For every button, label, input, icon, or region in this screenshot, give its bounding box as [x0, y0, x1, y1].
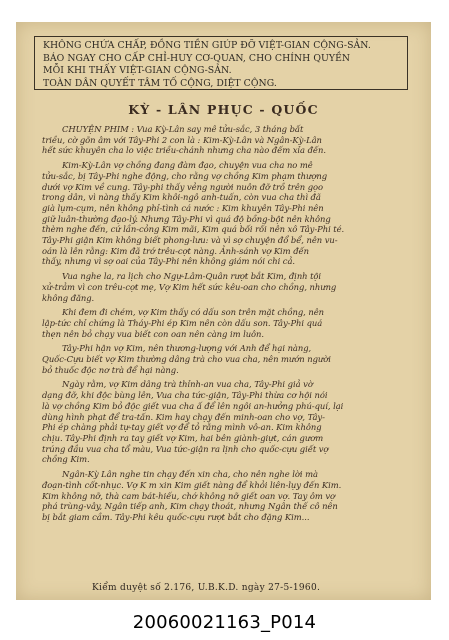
notice-line: BÁO NGAY CHO CẤP CHỈ-HUY CƠ-QUAN, CHO CHÍNH QUYỀN: [43, 52, 351, 64]
story-line: già lụm-cụm, nên không phỉ-tình cá nước : Kim khuyên Tây-Phi nên: [42, 202, 324, 213]
story-line: hết sức khuyên cha lo việc triều-chánh nhưng cha nào đếm xỉa đến.: [42, 145, 326, 156]
story-line: Phi ép chàng phải tự-tay giết vợ để tỏ rằng mình vô-an. Kim không: [42, 422, 322, 433]
story-line: Tây-Phi giận Kim không biết phong-lưu: và vì sợ chuyện đổ bể, nên vu-: [42, 235, 338, 246]
page-title: KỲ - LÂN PHỤC - QUỐC: [128, 102, 319, 117]
story-line: thẹn nên bỏ chạy vua biết con oan nên càng im luôn.: [42, 328, 265, 339]
story-line: CHUYỆN PHIM : Vua Kỳ-Lân say mê tửu-sắc, 3 tháng bất: [62, 124, 304, 134]
leaflet-page: [16, 22, 431, 600]
story-line: phá trùng-vây, Ngân tiếp anh, Kim chạy thoát, nhưng Ngân thế cô nên: [42, 501, 338, 512]
story-text: [42, 124, 412, 523]
story-line: Quốc-Cựu biết vợ Kim thường dâng trà cho vua cha, nên mướn người: [42, 354, 331, 365]
archive-caption: 20060021163_P014: [132, 612, 317, 633]
story-line: đoạn-tình cốt-nhục. Vợ K m xin Kim giết nàng để khỏi liên-lụy đến Kim.: [42, 479, 342, 490]
story-line: là vợ chồng Kim bỏ độc giết vua cha ấ để lên ngôi an-hưởng phú-quí, lại: [42, 400, 344, 411]
story-line: triều, cờ gõn âm với Tây-Phi 2 con là : Kim-Kỳ-Lân và Ngân-Kỳ-Lân: [42, 134, 322, 145]
story-line: Kim không nỡ, thà cam bát-hiếu, chớ không nỡ giết oan vợ. Tay ôm vợ: [42, 490, 336, 501]
story-line: xử-trảm vì con trêu-cợt mẹ, Vợ Kim hết sức kêu-oan cho chồng, nhưng: [42, 281, 337, 292]
censorship-footer: Kiểm duyệt số 2.176, U.B.K.D. ngày 27-5-1960.: [92, 583, 321, 593]
story-line: bị bắt giam cầm. Tây-Phi kêu quốc-cựu rượt bắt cho đặng Kim...: [42, 511, 310, 522]
story-line: dạng đỡ, khi độc bùng lên, Vua cha tức-giận, Tây-Phi thừa cơ hội nói: [42, 390, 328, 401]
notice-line: MỖI KHI THẤY VIỆT-GIAN CỘNG-SẢN.: [43, 65, 232, 77]
story-line: chồng Kim.: [42, 454, 90, 465]
story-line: Ngân-Kỳ Lân nghe tin chạy đến xin cha, cho nên nghe lời mà: [62, 469, 318, 480]
story-line: lập-tức chỉ chứng là Tháy-Phi ép Kim nên còn dấu son. Tây-Phi quá: [42, 317, 323, 328]
story-line: Khi đem đi chém, vợ Kim thấy có dấu son trên mặt chồng, nên: [62, 307, 324, 318]
story-line: chịu. Tây-Phi định ra tay giết vợ Kim, hai bên giành-giựt, cán gươm: [42, 432, 324, 443]
story-line: Kim-Kỳ-Lân vợ chồng đang đàm đạo, chuyện vua cha no mê: [62, 160, 313, 171]
story-line: Ngày rằm, vợ Kim dâng trà thỉnh-an vua cha, Tây-Phi giả vờ: [62, 379, 313, 390]
story-line: không đăng.: [42, 292, 95, 303]
story-line: thấy, nhưng vì sợ oai của Tây-Phi nên không giám nói chi cả.: [42, 256, 295, 267]
notice-box: [34, 36, 408, 90]
notice-line: KHÔNG CHỨA CHẤP, ĐỒNG TIỀN GIÚP ĐỠ VIỆT-GIAN CỘNG-SẢN.: [43, 40, 371, 51]
story-line: oán là lên rằng: Kim đã trớ trêu-cợt nàng. Ảnh-sánh vợ Kim đến: [42, 245, 309, 256]
story-line: bỏ thuốc độc nơ trà để hại nàng.: [42, 364, 179, 375]
story-line: trong dân, vì nàng thấy Kim khôi-ngô anh-tuấn, còn vua cha thì đã: [42, 192, 321, 203]
story-line: thèm nghe đến, cứ lần-cỏng Kim mãi, Kim quá bối rối nên xô Tây-Phi té.: [42, 224, 345, 235]
story-line: trúng đầu vua cha tổ màu, Vua tức-giận ra lịnh cho quốc-cựu giết vợ: [42, 443, 329, 454]
story-line: Tây-Phi hận vợ Kim, nên thương-lượng với Anh để hại nàng,: [62, 343, 312, 354]
story-line: Vua nghe la, ra lịch cho Ngự-Lâm-Quân rượt bắt Kim, định tội: [62, 271, 322, 282]
notice-line: TOÀN DÂN QUYẾT TÂM TỐ CỘNG, DIỆT CỘNG.: [43, 77, 277, 89]
story-line: tửu-sắc, bị Tây-Phi nghe động, cho rằng vợ chồng Kim phạm thượng: [42, 170, 328, 181]
story-line: dưới vợ Kim về cung. Tây-phi thấy vẻng người nuôn đỡ trồ trên gọo: [42, 181, 324, 192]
story-line: giữ luân-thường đạo-lý. Nhưng Tây-Phi vì quá độ bồng-bột nên không: [42, 213, 331, 224]
story-line: dùng hình phạt để tra-tấn. Kim hay chạy đến minh-oan cho vợ, Tây-: [42, 411, 325, 422]
